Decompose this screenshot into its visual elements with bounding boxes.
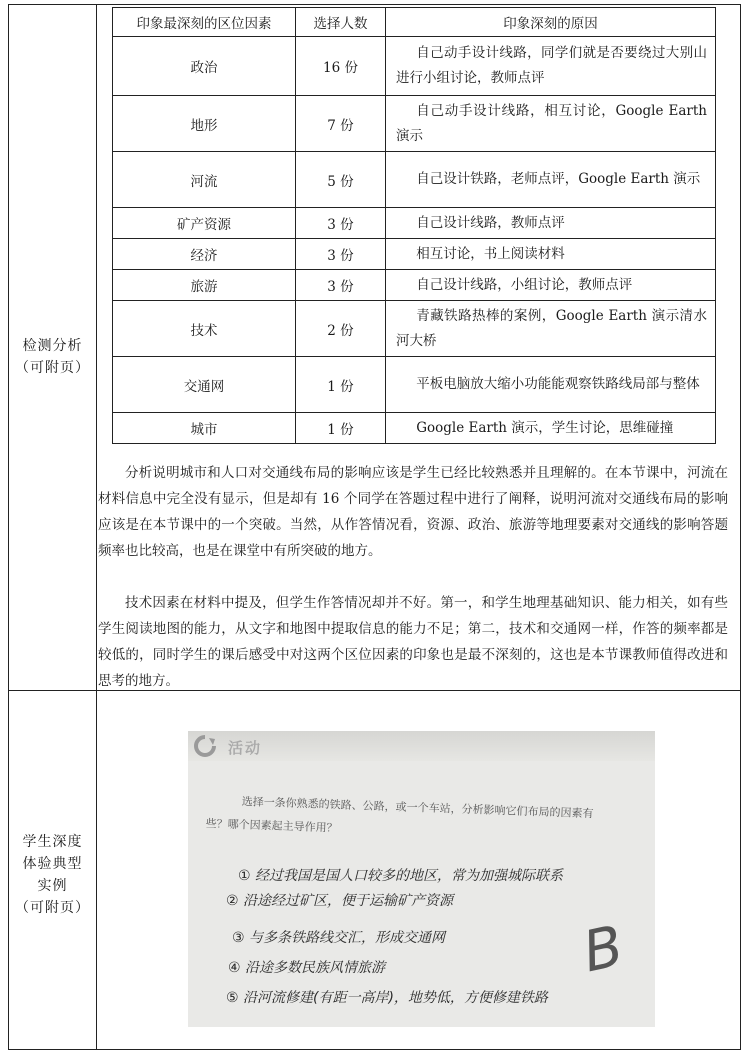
- label-line: 检测分析: [22, 338, 83, 354]
- cell-reason: Google Earth 演示，学生讨论，思维碰撞: [386, 413, 716, 444]
- cell-factor: 经济: [113, 239, 296, 270]
- table-header-row: [113, 8, 716, 37]
- cell-reason: 自己设计线路，教师点评: [386, 208, 716, 239]
- handwritten-answer: ③ 与多条铁路线交汇，形成交通网: [232, 930, 446, 946]
- activity-heading: 活动: [228, 739, 263, 757]
- cell-reason: 自己设计铁路，老师点评，Google Earth 演示: [386, 152, 716, 208]
- student-worksheet-photo: [188, 731, 655, 1027]
- label-line: 实例: [37, 878, 68, 894]
- cell-count: 1 份: [296, 413, 386, 444]
- cell-factor: 交通网: [113, 357, 296, 413]
- section-label-analysis: [9, 335, 96, 379]
- cell-reason: 平板电脑放大缩小功能能观察铁路线局部与整体: [386, 357, 716, 413]
- factor-table: [112, 7, 716, 444]
- prompt-line: 选择一条你熟悉的铁路、公路，或一个车站，分析影响它们布局的因素有: [241, 794, 594, 821]
- handwritten-answer: ④ 沿途多数民族风情旅游: [228, 960, 386, 976]
- cell-reason: 自己设计线路，小组讨论，教师点评: [386, 270, 716, 301]
- cell-factor: 地形: [113, 96, 296, 152]
- header-reason: 印象深刻的原因: [386, 8, 716, 37]
- label-line: （可附页）: [15, 360, 90, 376]
- cell-reason: 青藏铁路热棒的案例，Google Earth 演示清水河大桥: [386, 301, 716, 357]
- label-line: （可附页）: [15, 900, 90, 916]
- table-row: [113, 239, 716, 270]
- cell-factor: 旅游: [113, 270, 296, 301]
- table-row: [113, 413, 716, 444]
- handwritten-answer: ① 经过我国是国人口较多的地区，常为加强城际联系: [238, 868, 563, 884]
- cell-factor: 政治: [113, 37, 296, 96]
- cell-count: 7 份: [296, 96, 386, 152]
- cell-count: 5 份: [296, 152, 386, 208]
- cell-factor: 河流: [113, 152, 296, 208]
- section-label-examples: [9, 831, 96, 919]
- table-row: [113, 96, 716, 152]
- cell-factor: 矿产资源: [113, 208, 296, 239]
- cell-count: 16 份: [296, 37, 386, 96]
- cell-count: 1 份: [296, 357, 386, 413]
- table-row: [113, 37, 716, 96]
- label-line: 体验典型: [22, 856, 83, 872]
- cell-reason: 自己动手设计线路，相互讨论，Google Earth 演示: [386, 96, 716, 152]
- activity-logo-icon: [194, 735, 216, 757]
- label-line: 学生深度: [22, 834, 83, 850]
- cell-factor: 技术: [113, 301, 296, 357]
- handwritten-answer: ⑤ 沿河流修建(有距一高岸)，地势低，方便修建铁路: [226, 990, 548, 1006]
- cell-reason: 自己动手设计线路，同学们就是否要绕过大别山进行小组讨论，教师点评: [386, 37, 716, 96]
- analysis-paragraph-2: 技术因素在材料中提及，但学生作答情况却并不好。第一，和学生地理基础知识、能力相关，如有些学生阅读地图的能力，从文字和地图中提取信息的能力不足；第二，技术和交通网一样，作答的频率都是较低的，同时学生的课后感受中对这两个区位因素的印象也是最不深刻的，这也是本节课教师值得改进和思考的地方。: [98, 595, 728, 689]
- cell-count: 3 份: [296, 270, 386, 301]
- handwritten-answer: ② 沿途经过矿区，便于运输矿产资源: [226, 893, 454, 909]
- cell-factor: 城市: [113, 413, 296, 444]
- prompt-line: 些？哪个因素起主导作用？: [205, 816, 338, 835]
- header-count: 选择人数: [296, 8, 386, 37]
- table-row: [113, 357, 716, 413]
- table-row: [113, 270, 716, 301]
- cell-count: 3 份: [296, 208, 386, 239]
- header-factor: 印象最深刻的区位因素: [113, 8, 296, 37]
- grade-mark: B: [577, 913, 629, 986]
- cell-reason: 相互讨论，书上阅读材料: [386, 239, 716, 270]
- table-row: [113, 301, 716, 357]
- table-row: [113, 208, 716, 239]
- cell-count: 3 份: [296, 239, 386, 270]
- column-divider: [96, 5, 97, 1049]
- analysis-paragraph-1: 分析说明城市和人口对交通线布局的影响应该是学生已经比较熟悉并且理解的。在本节课中，河流在材料信息中完全没有显示，但是却有 16 个同学在答题过程中进行了阐释，说明河流对交通线布局的影响应该是在本节课中的一个突破。当然，从作答情况看，资源、政治、旅游等地理要素对交通线的影响答题频率也比较高，也是在课堂中有所突破的地方。: [98, 465, 728, 559]
- cell-count: 2 份: [296, 301, 386, 357]
- table-row: [113, 152, 716, 208]
